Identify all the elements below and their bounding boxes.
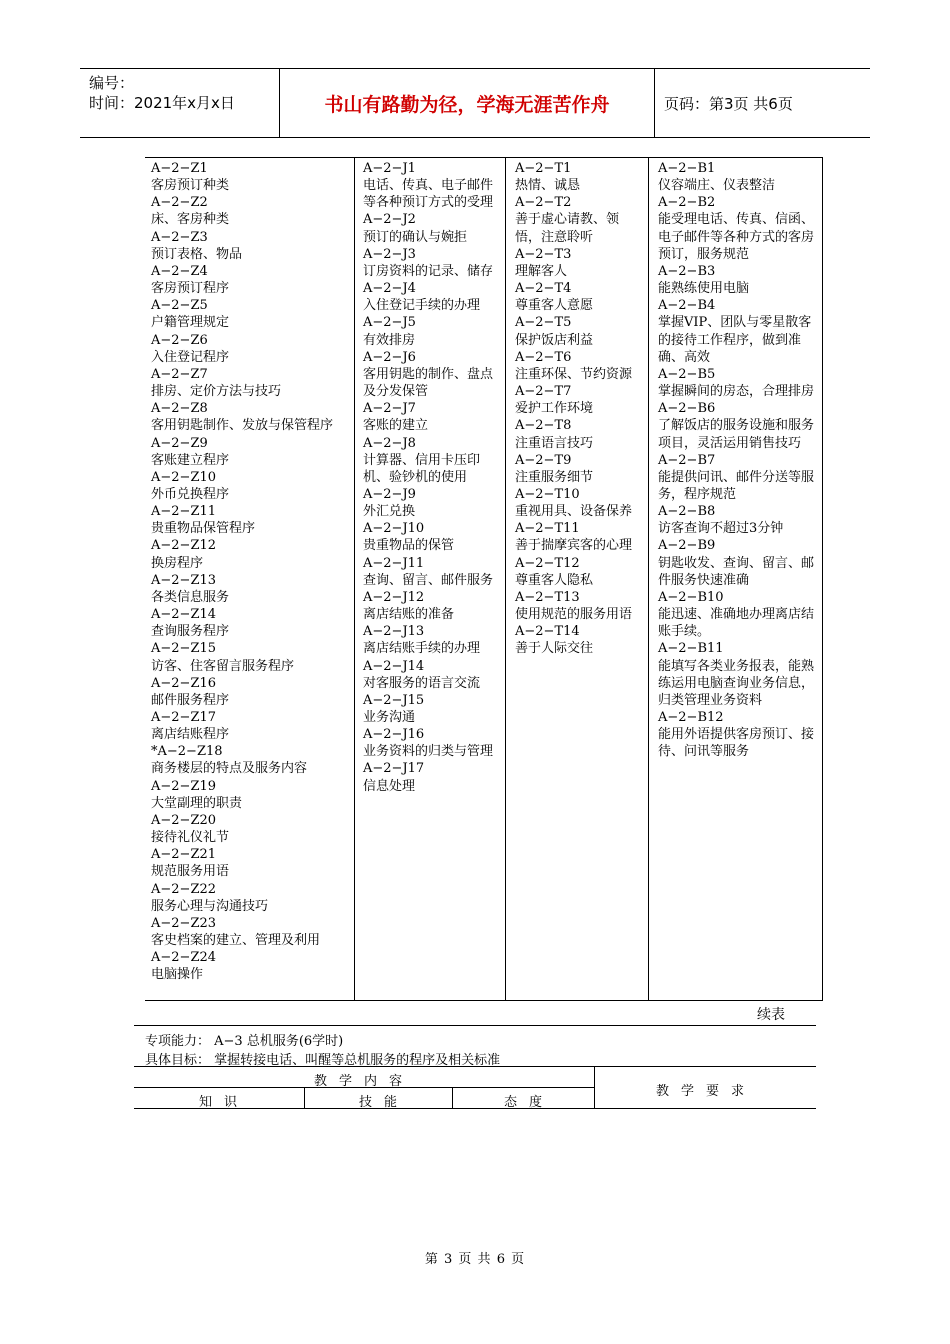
knowledge-entry: A−2−Z6 <box>151 332 208 348</box>
knowledge-entry: A−2−Z2 <box>151 195 208 211</box>
skills-entry: 贵重物品的保管 <box>363 538 455 554</box>
header-page-label: 页码：第3页 共6页 <box>664 94 793 113</box>
knowledge-entry: A−2−Z11 <box>151 504 217 520</box>
knowledge-column <box>151 158 351 1000</box>
knowledge-entry: A−2−Z7 <box>151 366 208 382</box>
knowledge-entry: A−2−Z15 <box>151 641 217 657</box>
skills-entry: 有效排房 <box>363 332 416 348</box>
knowledge-entry: 服务心理与沟通技巧 <box>151 898 269 914</box>
knowledge-entry: A−2−Z19 <box>151 778 217 794</box>
knowledge-entry: 换房程序 <box>151 555 204 571</box>
knowledge-entry: A−2−Z4 <box>151 263 208 279</box>
section-divider <box>134 1025 816 1026</box>
knowledge-entry: A−2−Z17 <box>151 710 217 725</box>
skills-entry: A−2−J8 <box>363 435 416 451</box>
skills-entry: 预订的确认与婉拒 <box>363 229 468 245</box>
knowledge-entry: A−2−Z9 <box>151 435 208 451</box>
knowledge-entry: 入住登记程序 <box>151 349 230 365</box>
skills-entry: A−2−J3 <box>363 246 416 262</box>
knowledge-entry: A−2−Z12 <box>151 538 217 554</box>
skills-entry: 计算器、信用卡压印机、验钞机的使用 <box>363 452 481 485</box>
attitude-entry: A−2−T7 <box>515 384 572 400</box>
attitude-entry: A−2−T10 <box>515 486 580 502</box>
skills-entry: A−2−J9 <box>363 486 416 502</box>
requirements-entry: A−2−B7 <box>658 452 716 468</box>
attitude-entry: A−2−T4 <box>515 281 572 297</box>
requirements-heading: 教学要求 <box>656 1084 757 1099</box>
attitude-entry: 理解客人 <box>515 263 568 279</box>
attitude-entry: 爱护工作环境 <box>515 401 594 417</box>
attitude-entry: A−2−T2 <box>515 195 572 211</box>
skills-heading: 技能 <box>359 1095 410 1110</box>
knowledge-entry: 接待礼仪礼节 <box>151 830 230 846</box>
skills-entry: 外汇兑换 <box>363 504 416 520</box>
content-table <box>145 157 823 1001</box>
attitude-entry: 善于人际交往 <box>515 641 594 657</box>
attitude-entry: A−2−T3 <box>515 246 572 262</box>
attitude-entry: 注重服务细节 <box>515 469 594 485</box>
attitude-entry: 使用规范的服务用语 <box>515 607 633 623</box>
attitude-entry: 尊重客人隐私 <box>515 572 594 588</box>
skills-entry: A−2−J5 <box>363 315 416 331</box>
knowledge-entry: 贵重物品保管程序 <box>151 521 256 537</box>
skills-entry: 对客服务的语言交流 <box>363 675 481 691</box>
skills-column <box>363 158 503 1000</box>
skills-entry: 电话、传真、电子邮件等各种预订方式的受理 <box>363 178 494 211</box>
knowledge-entry: A−2−Z1 <box>151 161 208 176</box>
knowledge-entry: A−2−Z24 <box>151 950 217 966</box>
requirements-entry: A−2−B2 <box>658 195 716 211</box>
requirements-entry: 了解饭店的服务设施和服务项目，灵活运用销售技巧 <box>658 418 815 451</box>
attitude-entry: 保护饭店利益 <box>515 332 594 348</box>
requirements-entry: 访客查询不超过3分钟 <box>658 521 784 537</box>
knowledge-entry: 外币兑换程序 <box>151 486 230 502</box>
skills-entry: A−2−J14 <box>363 658 425 674</box>
requirements-entry: 能填写各类业务报表，能熟练运用电脑查询业务信息，归类管理业务资料 <box>658 658 815 708</box>
knowledge-entry: A−2−Z16 <box>151 675 217 691</box>
requirements-entry: 钥匙收发、查询、留言、邮件服务快速准确 <box>658 555 815 588</box>
attitude-entry: 善于揣摩宾客的心理 <box>515 538 633 554</box>
skills-entry: A−2−J1 <box>363 161 416 176</box>
header-col-divider <box>304 1087 305 1108</box>
knowledge-entry: A−2−Z20 <box>151 812 217 828</box>
knowledge-entry: 客用钥匙制作、发放与保管程序 <box>151 418 334 434</box>
header-col-divider <box>452 1087 453 1108</box>
attitude-entry: 重视用具、设备保养 <box>515 504 633 520</box>
knowledge-heading: 知识 <box>199 1095 250 1110</box>
attitude-heading: 态度 <box>504 1095 555 1110</box>
skills-entry: 客账的建立 <box>363 418 429 434</box>
requirements-entry: 能熟练使用电脑 <box>658 281 750 297</box>
requirements-entry: 仪容端庄、仪表整洁 <box>658 178 776 194</box>
knowledge-entry: A−2−Z14 <box>151 607 217 623</box>
requirements-entry: A−2−B9 <box>658 538 716 554</box>
attitude-entry: A−2−T9 <box>515 452 572 468</box>
attitude-entry: 善于虚心请教、领悟，注意聆听 <box>515 212 620 245</box>
requirements-entry: 掌握VIP、团队与零星散客的接待工作程序，做到准确、高效 <box>658 315 812 365</box>
knowledge-entry: 客账建立程序 <box>151 452 230 468</box>
document-number-label: 编号： <box>89 74 135 92</box>
attitude-entry: 热情、诚恳 <box>515 178 581 194</box>
requirements-entry: A−2−B10 <box>658 589 724 605</box>
column-divider <box>822 158 823 1000</box>
header-col-divider <box>594 1067 595 1108</box>
skills-entry: A−2−J12 <box>363 589 425 605</box>
skills-entry: 离店结账的准备 <box>363 607 455 623</box>
knowledge-entry: A−2−Z3 <box>151 229 208 245</box>
skills-entry: 信息处理 <box>363 778 416 794</box>
skills-entry: 客用钥匙的制作、盘点及分发保管 <box>363 366 494 400</box>
knowledge-entry: 查询服务程序 <box>151 624 230 640</box>
requirements-entry: 能提供问讯、邮件分送等服务，程序规范 <box>658 469 815 502</box>
skills-entry: A−2−J17 <box>363 761 425 777</box>
knowledge-entry: 商务楼层的特点及服务内容 <box>151 761 308 777</box>
continued-label: 续表 <box>757 1007 785 1023</box>
knowledge-entry: 户籍管理规定 <box>151 315 230 331</box>
skills-entry: A−2−J2 <box>363 212 416 228</box>
attitude-entry: A−2−T6 <box>515 349 572 365</box>
skills-entry: A−2−J13 <box>363 624 425 640</box>
column-divider <box>505 158 506 1000</box>
attitude-entry: A−2−T5 <box>515 315 572 331</box>
attitude-entry: A−2−T8 <box>515 418 572 434</box>
knowledge-entry: 电脑操作 <box>151 967 204 983</box>
knowledge-entry: 离店结账程序 <box>151 727 230 743</box>
requirements-entry: A−2−B4 <box>658 298 716 314</box>
requirements-entry: A−2−B1 <box>658 161 716 176</box>
header-motto: 书山有路勤为径，学海无涯苦作舟 <box>280 69 655 137</box>
requirements-entry: A−2−B12 <box>658 710 724 725</box>
knowledge-entry: 排房、定价方法与技巧 <box>151 384 282 400</box>
knowledge-entry: A−2−Z5 <box>151 298 208 314</box>
attitude-entry: A−2−T11 <box>515 521 580 537</box>
skills-entry: 业务沟通 <box>363 710 416 725</box>
knowledge-entry: 各类信息服务 <box>151 589 230 605</box>
requirements-entry: A−2−B11 <box>658 641 724 657</box>
requirements-entry: 掌握瞬间的房态，合理排房 <box>658 384 815 400</box>
attitude-entry: 注重语言技巧 <box>515 435 594 451</box>
knowledge-entry: A−2−Z8 <box>151 401 208 417</box>
skills-entry: A−2−J10 <box>363 521 425 537</box>
knowledge-entry: 规范服务用语 <box>151 864 230 880</box>
skills-entry: A−2−J4 <box>363 281 416 297</box>
knowledge-entry: *A−2−Z18 <box>151 744 223 760</box>
page-footer: 第 3 页 共 6 页 <box>424 1252 526 1267</box>
attitude-entry: A−2−T12 <box>515 555 580 571</box>
knowledge-entry: A−2−Z13 <box>151 572 217 588</box>
skills-entry: A−2−J7 <box>363 401 416 417</box>
teaching-content-heading: 教学内容 <box>314 1074 415 1089</box>
skills-entry: 订房资料的记录、储存 <box>363 263 494 279</box>
skills-entry: A−2−J16 <box>363 727 425 743</box>
skills-entry: 离店结账手续的办理 <box>363 641 481 657</box>
skills-entry: 查询、留言、邮件服务 <box>363 572 494 588</box>
page-header <box>80 68 870 138</box>
skills-entry: 入住登记手续的办理 <box>363 298 481 314</box>
requirements-entry: A−2−B6 <box>658 401 716 417</box>
column-divider <box>354 158 355 1000</box>
requirements-entry: 能迅速、准确地办理离店结账手续。 <box>658 607 815 640</box>
requirements-entry: A−2−B8 <box>658 504 716 520</box>
knowledge-entry: 客史档案的建立、管理及利用 <box>151 933 321 949</box>
attitude-entry: A−2−T14 <box>515 624 580 640</box>
knowledge-entry: A−2−Z10 <box>151 469 217 485</box>
goal-line: 具体目标： 掌握转接电话、叫醒等总机服务的程序及相关标准 <box>145 1053 501 1068</box>
knowledge-entry: 客房预订种类 <box>151 178 230 194</box>
skills-entry: A−2−J6 <box>363 349 416 365</box>
header-meta <box>80 69 280 137</box>
knowledge-entry: 邮件服务程序 <box>151 692 230 708</box>
skills-entry: 业务资料的归类与管理 <box>363 744 494 760</box>
knowledge-entry: A−2−Z21 <box>151 847 217 863</box>
knowledge-entry: 大堂副理的职责 <box>151 795 243 811</box>
requirements-entry: A−2−B5 <box>658 366 716 382</box>
table-header <box>134 1066 816 1109</box>
attitude-entry: 尊重客人意愿 <box>515 298 594 314</box>
requirements-entry: 能受理电话、传真、信函、电子邮件等各种方式的客房预订，服务规范 <box>658 212 815 262</box>
knowledge-entry: A−2−Z22 <box>151 881 217 897</box>
skills-entry: A−2−J11 <box>363 555 425 571</box>
ability-line: 专项能力： A−3 总机服务(6学时) <box>145 1034 344 1049</box>
requirements-column <box>658 158 818 1000</box>
skills-entry: A−2−J15 <box>363 692 425 708</box>
document-date-label: 时间：2021年x月x日 <box>89 94 235 112</box>
attitude-entry: 注重环保、节约资源 <box>515 366 633 382</box>
knowledge-entry: 预订表格、物品 <box>151 246 243 262</box>
knowledge-entry: 客房预订程序 <box>151 281 230 297</box>
attitude-entry: A−2−T1 <box>515 161 572 176</box>
requirements-entry: A−2−B3 <box>658 263 716 279</box>
knowledge-entry: 床、客房种类 <box>151 212 230 228</box>
attitude-entry: A−2−T13 <box>515 589 580 605</box>
attitude-column <box>515 158 641 1000</box>
knowledge-entry: 访客、住客留言服务程序 <box>151 658 295 674</box>
requirements-entry: 能用外语提供客房预订、接待、问讯等服务 <box>658 727 815 760</box>
column-divider <box>648 158 649 1000</box>
knowledge-entry: A−2−Z23 <box>151 915 217 931</box>
